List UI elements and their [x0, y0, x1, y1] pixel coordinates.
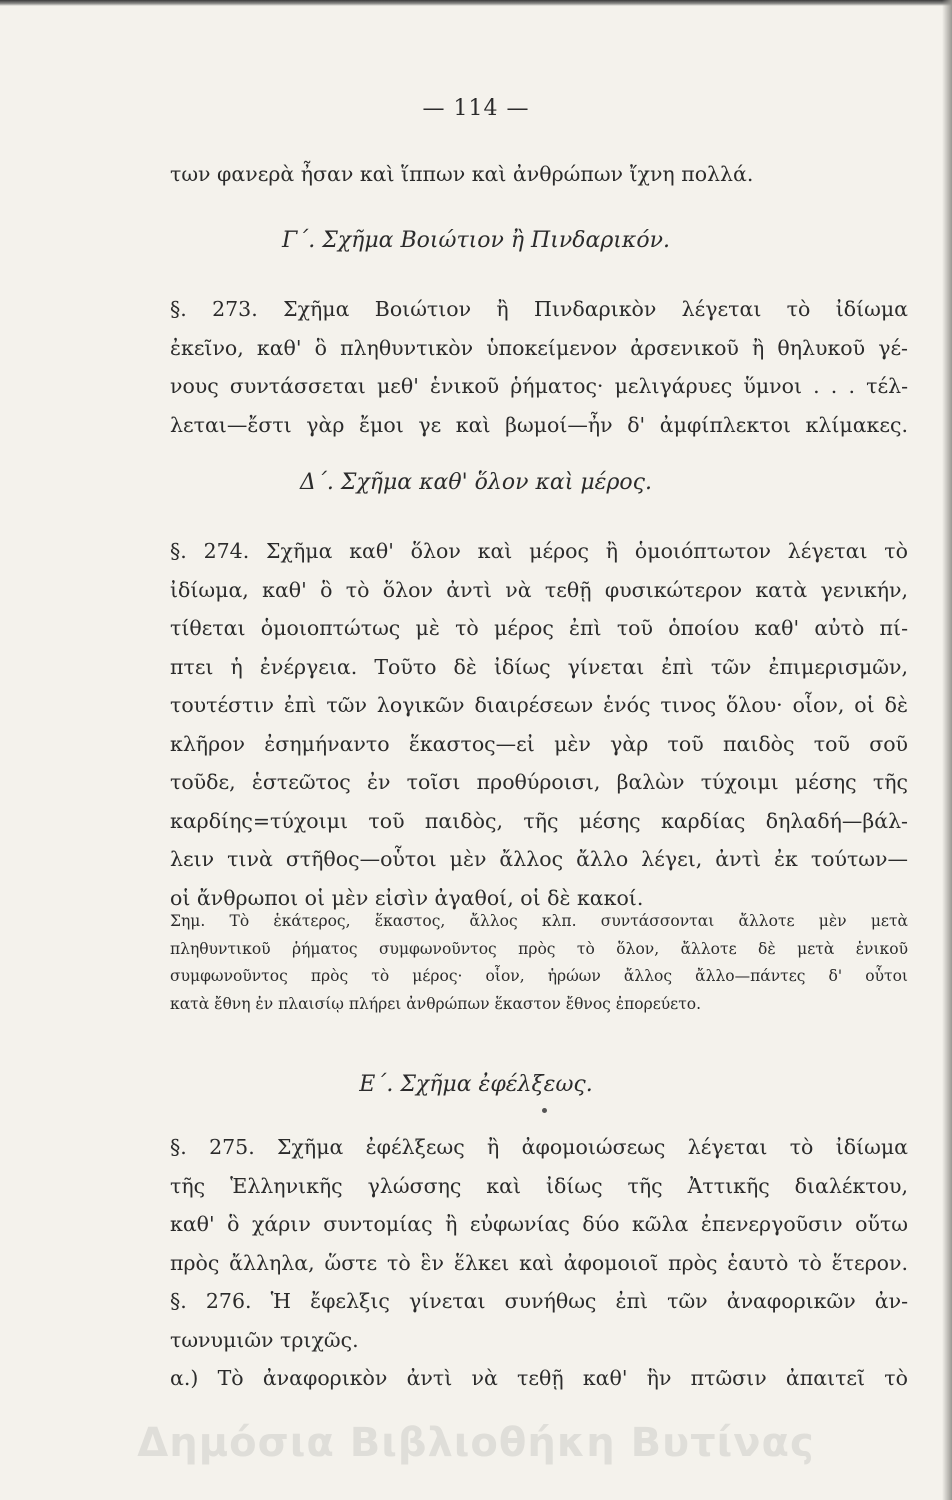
heading-delta: Δ΄. Σχῆμα καθ' ὅλον καὶ μέρος.	[300, 470, 652, 495]
section-275-line: §. 275. Σχῆμα ἐφέλξεως ἢ ἀφομοιώσεως λέγεται τὸ ἰδίωμα	[170, 1135, 908, 1159]
section-276-line: §. 276. Ἡ ἔφελξις γίνεται συνήθως ἐπὶ τῶν ἀναφορικῶν ἀν-	[170, 1289, 908, 1313]
section-273-line: λεται—ἔστι γὰρ ἔμοι γε καὶ βωμοί—ἦν δ' ἀμφίπλεκτοι κλίμακες.	[170, 412, 908, 437]
section-276-line: τωνυμιῶν τριχῶς.	[170, 1327, 359, 1352]
note-line: κατὰ ἔθνη ἐν πλαισίῳ πλήρει ἀνθρώπων ἕκαστον ἔθνος ἐπορεύετο.	[170, 994, 702, 1013]
section-274-line: τοῦδε, ἑστεῶτος ἐν τοῖσι προθύροισι, βαλὼν τύχοιμι μέσης τῆς	[170, 770, 908, 794]
note-line: συμφωνοῦντος πρὸς τὸ μέρος· οἷον, ἡρώων ἄλλος ἄλλο—πάντες δ' οὗτοι	[170, 967, 908, 985]
intro-line: των φανερὰ ἦσαν καὶ ἵππων καὶ ἀνθρώπων ἴχνη πολλά.	[170, 162, 754, 186]
note-block	[170, 908, 908, 1018]
section-274-line: πτει ἡ ἐνέργεια. Τοῦτο δὲ ἰδίως γίνεται ἐπὶ τῶν ἐπιμερισμῶν,	[170, 654, 908, 679]
section-273	[170, 290, 908, 444]
section-275	[170, 1128, 908, 1398]
note-line: πληθυντικοῦ ῥήματος συμφωνοῦντος πρὸς τὸ ὅλον, ἄλλοτε δὲ μετὰ ἑνικοῦ	[170, 939, 908, 958]
section-274-line: λειν τινὰ στῆθος—οὗτοι μὲν ἄλλος ἄλλο λέγει, ἀντὶ ἐκ τούτων—	[170, 847, 908, 871]
item-a-line: α.) Τὸ ἀναφορικὸν ἀντὶ νὰ τεθῇ καθ' ἣν πτῶσιν ἀπαιτεῖ τὸ	[170, 1366, 908, 1390]
section-274-line: κλῆρον ἐσημήναντο ἕκαστος—εἰ μὲν γὰρ τοῦ παιδὸς τοῦ σοῦ	[170, 731, 908, 756]
section-273-line: νους συντάσσεται μεθ' ἑνικοῦ ῥήματος· μελιγάρυες ὕμνοι . . . τέλ-	[170, 374, 908, 398]
page-top-edge	[0, 0, 952, 6]
heading-gamma: Γ΄. Σχῆμα Βοιώτιον ἢ Πινδαρικόν.	[282, 228, 670, 253]
section-275-line: πρὸς ἄλληλα, ὥστε τὸ ἓν ἕλκει καὶ ἀφομοιοῖ πρὸς ἑαυτὸ τὸ ἕτερον.	[170, 1250, 908, 1275]
section-273-line: §. 273. Σχῆμα Βοιώτιον ἢ Πινδαρικὸν λέγεται τὸ ἰδίωμα	[170, 297, 908, 321]
note-line: Σημ. Τὸ ἑκάτερος, ἕκαστος, ἄλλος κλπ. συντάσσονται ἄλλοτε μὲν μετὰ	[170, 912, 908, 930]
library-watermark: Δημόσια Βιβλιοθήκη Βυτίνας	[137, 1420, 815, 1466]
section-274-line: οἱ ἄνθρωποι οἱ μὲν εἰσὶν ἀγαθοί, οἱ δὲ κακοί.	[170, 885, 644, 910]
section-274-line: καρδίης=τύχοιμι τοῦ παιδὸς, τῆς μέσης καρδίας δηλαδή—βάλ-	[170, 808, 908, 833]
section-275-line: τῆς Ἑλληνικῆς γλώσσης καὶ ἰδίως τῆς Ἀττικῆς διαλέκτου,	[170, 1173, 908, 1198]
page-number: — 114 —	[422, 96, 530, 121]
intro-line-block	[170, 155, 908, 194]
section-274	[170, 532, 908, 917]
ornament-dot	[542, 1108, 547, 1113]
section-274-line: τουτέστιν ἐπὶ τῶν λογικῶν διαιρέσεων ἑνός τινος ὅλου· οἷον, οἱ δὲ	[170, 693, 908, 717]
section-274-line: ἰδίωμα, καθ' ὃ τὸ ὅλον ἀντὶ νὰ τεθῇ φυσικώτερον κατὰ γενικήν,	[170, 577, 908, 602]
section-275-line: καθ' ὃ χάριν συντομίας ἢ εὐφωνίας δύο κῶλα ἐπενεργοῦσιν οὕτω	[170, 1212, 908, 1236]
section-273-line: ἐκεῖνο, καθ' ὃ πληθυντικὸν ὑποκείμενον ἀρσενικοῦ ἢ θηλυκοῦ γέ-	[170, 335, 908, 360]
page-right-edge	[942, 0, 952, 1500]
section-274-line: §. 274. Σχῆμα καθ' ὅλον καὶ μέρος ἢ ὁμοιόπτωτον λέγεται τὸ	[170, 539, 908, 563]
section-274-line: τίθεται ὁμοιοπτώτως μὲ τὸ μέρος ἐπὶ τοῦ ὁποίου καθ' αὐτὸ πί-	[170, 616, 908, 640]
heading-epsilon: Ε΄. Σχῆμα ἐφέλξεως.	[359, 1072, 593, 1097]
